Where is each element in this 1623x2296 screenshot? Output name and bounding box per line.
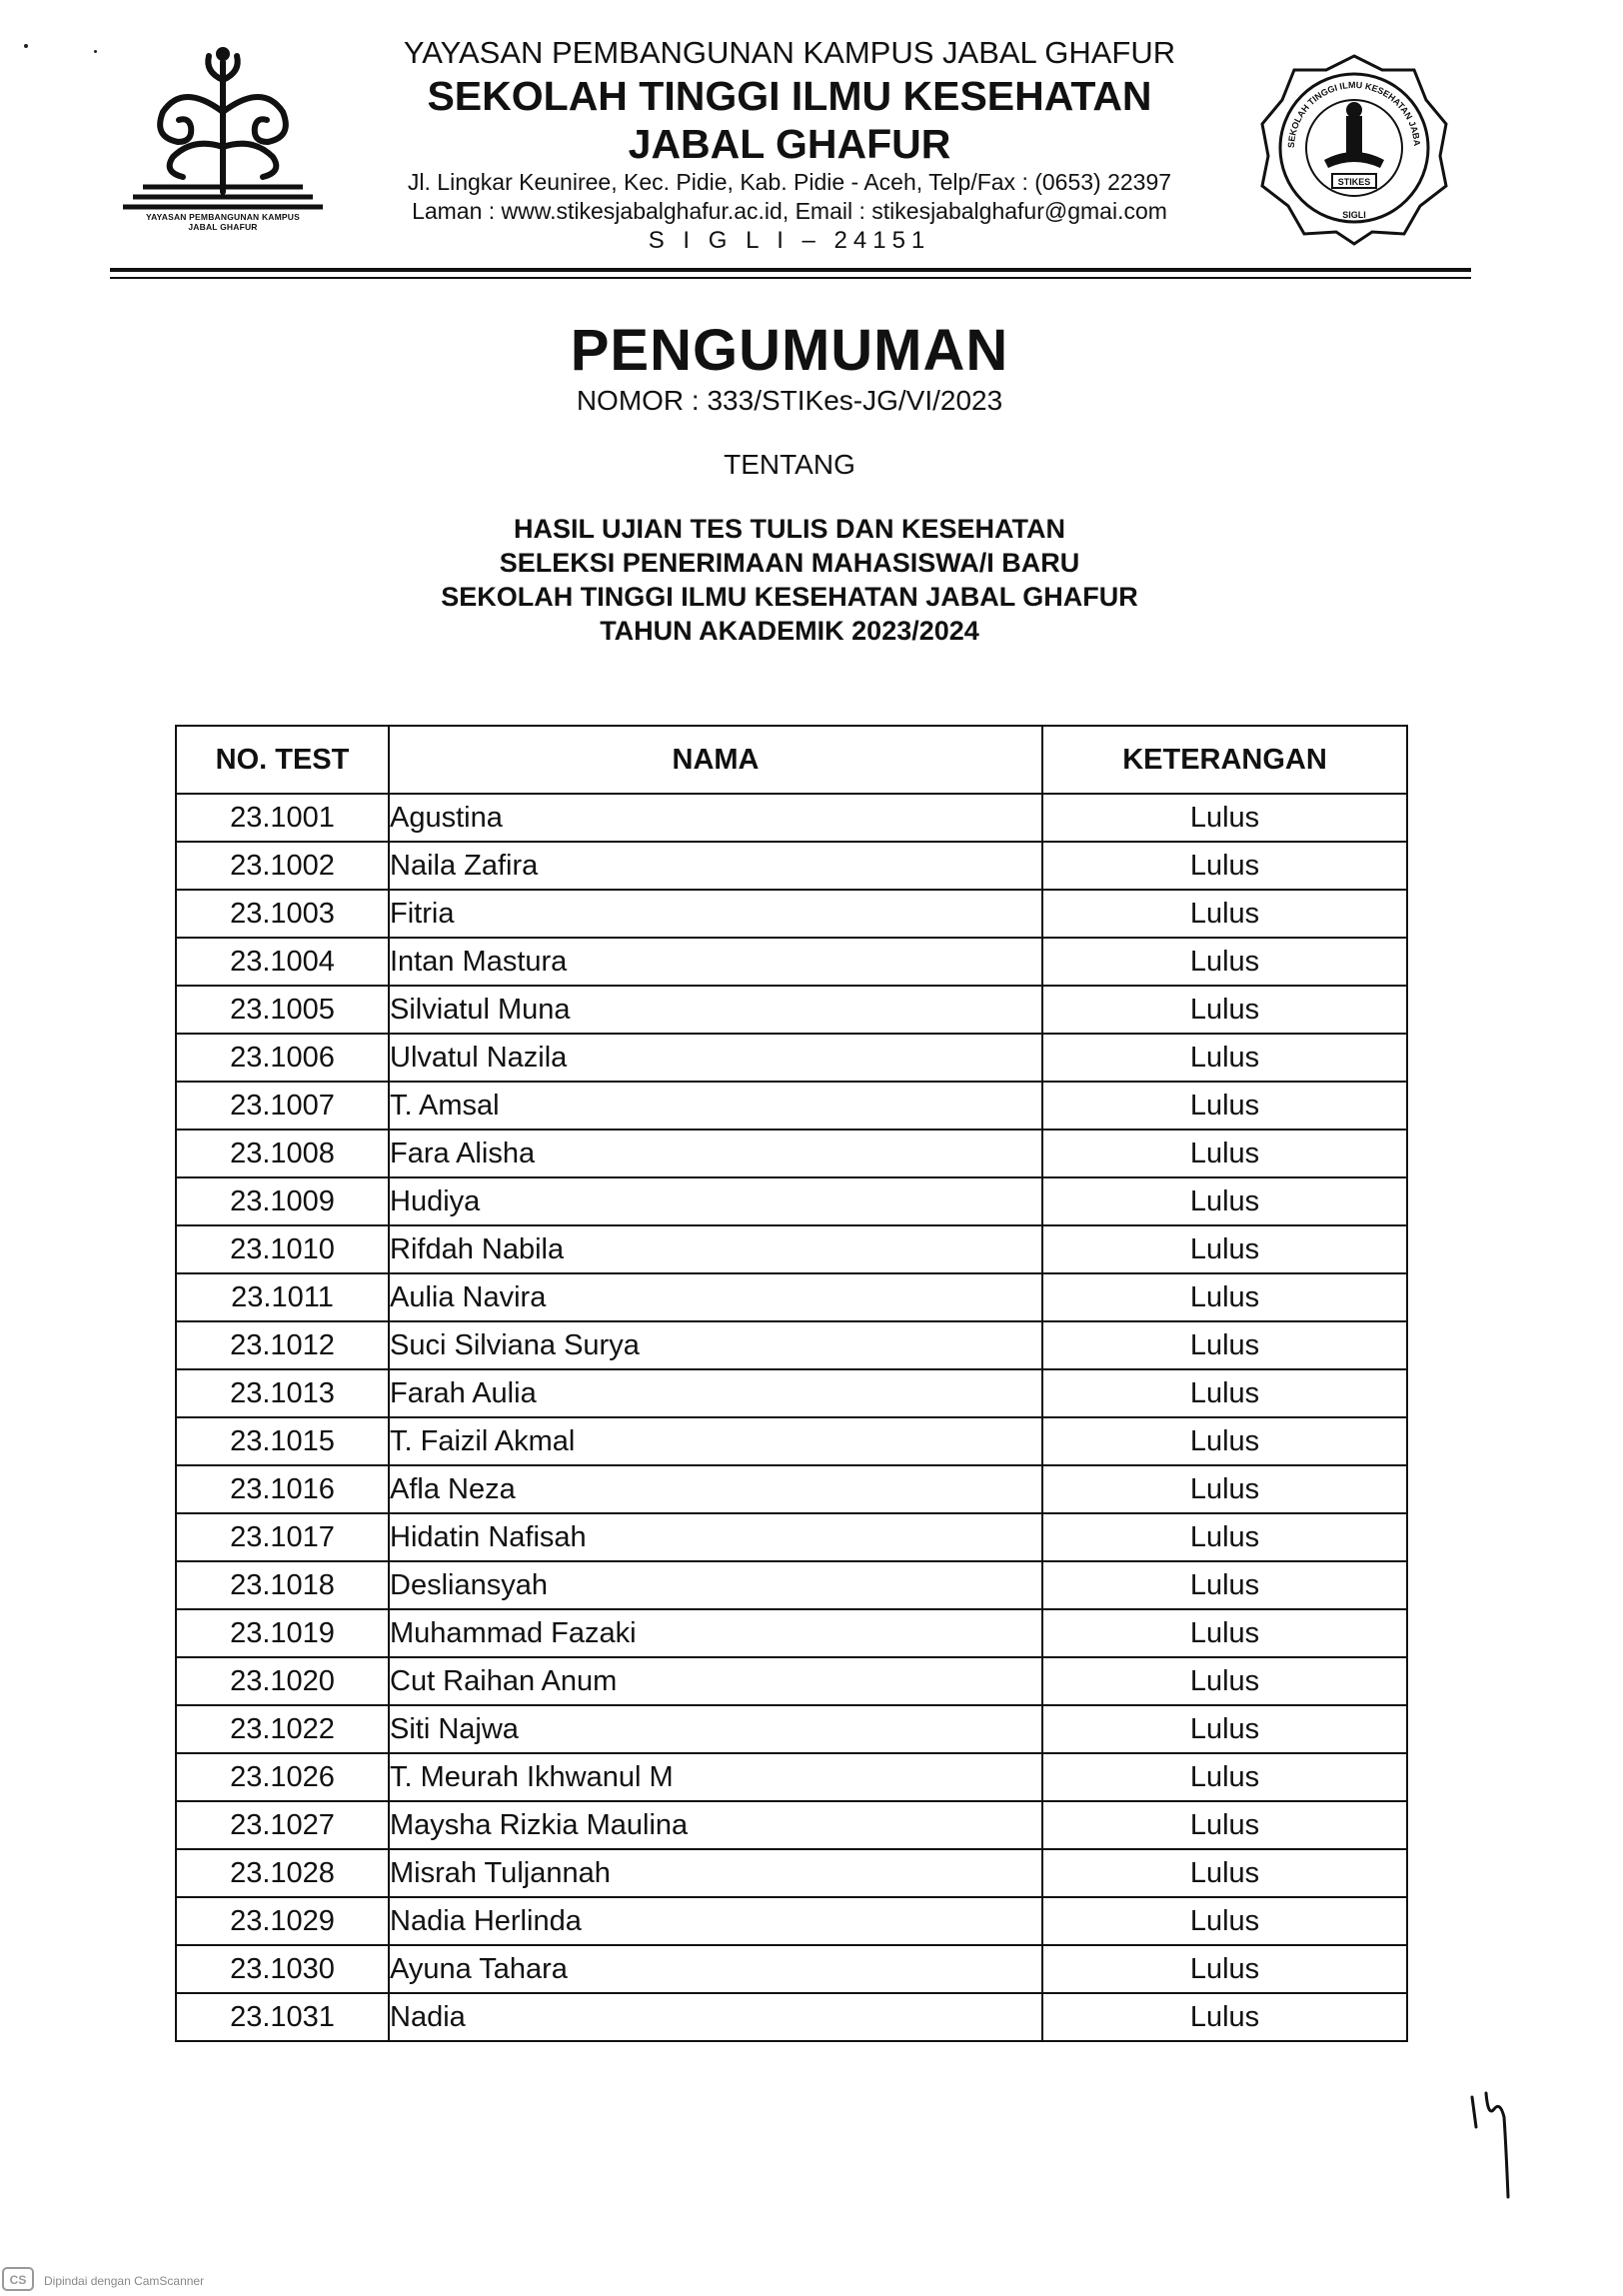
cell-nama: Siti Najwa [389, 1705, 1042, 1753]
seal-text: SEKOLAH TINGGI ILMU KESEHATAN JABA [1285, 79, 1423, 149]
logo-caption-line2: JABAL GHAFUR [188, 222, 258, 232]
cell-nama: Fitria [389, 890, 1042, 938]
table-row [176, 1753, 1407, 1801]
cell-no-test: 23.1006 [176, 1034, 389, 1082]
cell-nama: Intan Mastura [389, 938, 1042, 986]
results-table [175, 725, 1408, 2042]
table-row [176, 1130, 1407, 1177]
table-row [176, 1657, 1407, 1705]
table-row [176, 1801, 1407, 1849]
letterhead-rule-thick [110, 268, 1471, 272]
cell-keterangan: Lulus [1042, 1657, 1407, 1705]
subject-line: HASIL UJIAN TES TULIS DAN KESEHATAN [513, 514, 1066, 544]
subject-block [340, 512, 1239, 648]
cell-keterangan: Lulus [1042, 1945, 1407, 1993]
document-number: NOMOR : 333/STIKes-JG/VI/2023 [576, 385, 1003, 416]
cell-no-test: 23.1018 [176, 1561, 389, 1609]
address: Jl. Lingkar Keuniree, Kec. Pidie, Kab. Pidie - Aceh, Telp/Fax : (0653) 22397 [407, 169, 1172, 195]
table-row [176, 1082, 1407, 1130]
seal-inner-text: STIKES [1337, 177, 1371, 187]
cell-nama: Fara Alisha [389, 1130, 1042, 1177]
table-row [176, 1849, 1407, 1897]
table-row [176, 890, 1407, 938]
cell-nama: Ulvatul Nazila [389, 1034, 1042, 1082]
table-row [176, 1273, 1407, 1321]
cell-keterangan: Lulus [1042, 1225, 1407, 1273]
cell-no-test: 23.1003 [176, 890, 389, 938]
cell-no-test: 23.1028 [176, 1849, 389, 1897]
school-name-line1: SEKOLAH TINGGI ILMU KESEHATAN [427, 73, 1152, 119]
cell-nama: Muhammad Fazaki [389, 1609, 1042, 1657]
about-label: TENTANG [724, 449, 855, 480]
cell-no-test: 23.1015 [176, 1417, 389, 1465]
cell-nama: Afla Neza [389, 1465, 1042, 1513]
table-row [176, 1561, 1407, 1609]
cell-nama: Agustina [389, 794, 1042, 842]
table-header-row [176, 726, 1407, 794]
letterhead-rule-thin [110, 277, 1471, 279]
table-row [176, 1369, 1407, 1417]
cell-nama: T. Meurah Ikhwanul M [389, 1753, 1042, 1801]
cell-nama: T. Amsal [389, 1082, 1042, 1130]
cell-keterangan: Lulus [1042, 1034, 1407, 1082]
table-row [176, 938, 1407, 986]
cell-keterangan: Lulus [1042, 1130, 1407, 1177]
cell-keterangan: Lulus [1042, 1849, 1407, 1897]
cell-no-test: 23.1030 [176, 1945, 389, 1993]
header-nama: NAMA [389, 726, 1042, 794]
cell-keterangan: Lulus [1042, 986, 1407, 1034]
logo-caption-line1: YAYASAN PEMBANGUNAN KAMPUS [146, 212, 300, 222]
contact: Laman : www.stikesjabalghafur.ac.id, Email : stikesjabalghafur@gmai.com [412, 198, 1167, 224]
cell-nama: Maysha Rizkia Maulina [389, 1801, 1042, 1849]
cell-keterangan: Lulus [1042, 1609, 1407, 1657]
table-row [176, 1513, 1407, 1561]
handwritten-initial-icon [1464, 2087, 1524, 2207]
cell-no-test: 23.1016 [176, 1465, 389, 1513]
table-row [176, 1417, 1407, 1465]
cell-nama: T. Faizil Akmal [389, 1417, 1042, 1465]
cell-no-test: 23.1017 [176, 1513, 389, 1561]
cell-no-test: 23.1010 [176, 1225, 389, 1273]
cell-no-test: 23.1004 [176, 938, 389, 986]
cell-keterangan: Lulus [1042, 1753, 1407, 1801]
table-row [176, 986, 1407, 1034]
cell-keterangan: Lulus [1042, 1465, 1407, 1513]
camscanner-text: Dipindai dengan CamScanner [44, 2274, 205, 2288]
subject-line: SELEKSI PENERIMAAN MAHASISWA/I BARU [499, 548, 1080, 578]
cell-keterangan: Lulus [1042, 938, 1407, 986]
document-title: PENGUMUMAN [570, 318, 1009, 383]
cell-keterangan: Lulus [1042, 1993, 1407, 2041]
table-row [176, 1465, 1407, 1513]
cell-nama: Naila Zafira [389, 842, 1042, 890]
table-row [176, 1945, 1407, 1993]
cell-no-test: 23.1008 [176, 1130, 389, 1177]
ornament-logo-icon [123, 42, 323, 212]
cell-keterangan: Lulus [1042, 1082, 1407, 1130]
cell-keterangan: Lulus [1042, 1801, 1407, 1849]
cell-nama: Rifdah Nabila [389, 1225, 1042, 1273]
cell-keterangan: Lulus [1042, 1177, 1407, 1225]
table-body [176, 794, 1407, 2041]
cell-nama: Silviatul Muna [389, 986, 1042, 1034]
announcement-heading [340, 318, 1239, 648]
scan-speck [94, 50, 97, 53]
cell-keterangan: Lulus [1042, 1369, 1407, 1417]
table-row [176, 842, 1407, 890]
cell-no-test: 23.1020 [176, 1657, 389, 1705]
cell-nama: Nadia [389, 1993, 1042, 2041]
school-name-line2: JABAL GHAFUR [628, 121, 951, 167]
camscanner-badge: CS [9, 2273, 27, 2287]
cell-nama: Cut Raihan Anum [389, 1657, 1042, 1705]
cell-nama: Aulia Navira [389, 1273, 1042, 1321]
cell-no-test: 23.1013 [176, 1369, 389, 1417]
cell-keterangan: Lulus [1042, 1513, 1407, 1561]
table-row [176, 1321, 1407, 1369]
cell-nama: Farah Aulia [389, 1369, 1042, 1417]
cell-no-test: 23.1007 [176, 1082, 389, 1130]
cell-keterangan: Lulus [1042, 794, 1407, 842]
seal-bottom-text: SIGLI [1342, 210, 1366, 220]
cell-nama: Hidatin Nafisah [389, 1513, 1042, 1561]
camscanner-logo-icon [2, 2267, 34, 2291]
cell-keterangan: Lulus [1042, 1705, 1407, 1753]
table-row [176, 1705, 1407, 1753]
cell-no-test: 23.1011 [176, 1273, 389, 1321]
table-row [176, 1225, 1407, 1273]
cell-no-test: 23.1027 [176, 1801, 389, 1849]
cell-no-test: 23.1022 [176, 1705, 389, 1753]
cell-no-test: 23.1005 [176, 986, 389, 1034]
cell-nama: Nadia Herlinda [389, 1897, 1042, 1945]
cell-nama: Desliansyah [389, 1561, 1042, 1609]
cell-keterangan: Lulus [1042, 842, 1407, 890]
cell-no-test: 23.1031 [176, 1993, 389, 2041]
cell-keterangan: Lulus [1042, 1321, 1407, 1369]
subject-line: TAHUN AKADEMIK 2023/2024 [600, 616, 979, 646]
city-postcode: S I G L I – 24151 [648, 227, 931, 254]
foundation-logo [108, 42, 338, 242]
cell-no-test: 23.1012 [176, 1321, 389, 1369]
cell-keterangan: Lulus [1042, 890, 1407, 938]
table-row [176, 1609, 1407, 1657]
table-row [176, 1897, 1407, 1945]
cell-nama: Ayuna Tahara [389, 1945, 1042, 1993]
cell-keterangan: Lulus [1042, 1417, 1407, 1465]
table-row [176, 1177, 1407, 1225]
cell-keterangan: Lulus [1042, 1273, 1407, 1321]
cell-nama: Hudiya [389, 1177, 1042, 1225]
cell-no-test: 23.1026 [176, 1753, 389, 1801]
table-row [176, 1993, 1407, 2041]
table-row [176, 794, 1407, 842]
cell-no-test: 23.1019 [176, 1609, 389, 1657]
cell-keterangan: Lulus [1042, 1897, 1407, 1945]
cell-no-test: 23.1029 [176, 1897, 389, 1945]
subject-line: SEKOLAH TINGGI ILMU KESEHATAN JABAL GHAFUR [441, 582, 1138, 612]
cell-nama: Misrah Tuljannah [389, 1849, 1042, 1897]
cell-no-test: 23.1001 [176, 794, 389, 842]
table-row [176, 1034, 1407, 1082]
foundation-name: YAYASAN PEMBANGUNAN KAMPUS JABAL GHAFUR [403, 35, 1176, 70]
cell-keterangan: Lulus [1042, 1561, 1407, 1609]
seal-icon [1254, 48, 1454, 248]
institution-seal [1254, 48, 1454, 248]
scan-speck [24, 44, 28, 48]
cell-no-test: 23.1002 [176, 842, 389, 890]
header-keterangan: KETERANGAN [1042, 726, 1407, 794]
letterhead [340, 34, 1239, 256]
cell-no-test: 23.1009 [176, 1177, 389, 1225]
header-no-test: NO. TEST [176, 726, 389, 794]
cell-nama: Suci Silviana Surya [389, 1321, 1042, 1369]
